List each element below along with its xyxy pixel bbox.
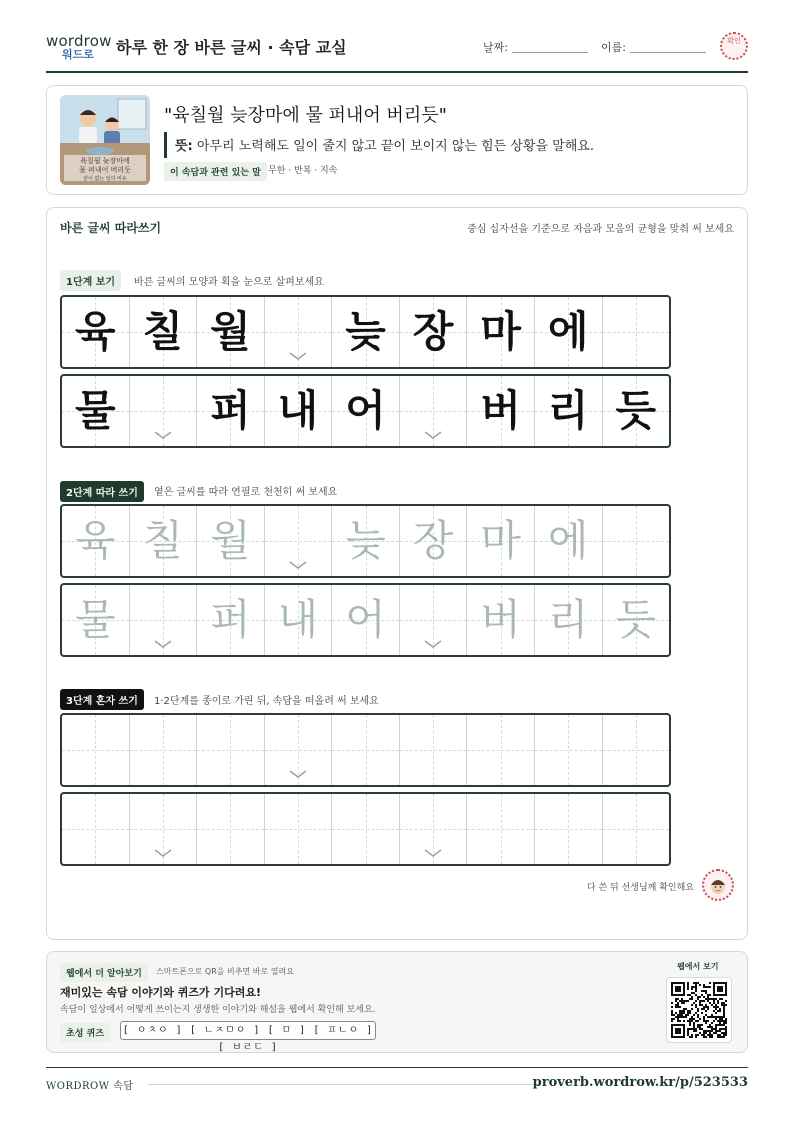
step2-tag: 2단계 따라 쓰기 (60, 481, 144, 502)
grid-char: 듯 (615, 595, 657, 644)
step1-row-2 (60, 374, 671, 448)
grid-cell[interactable] (197, 715, 265, 785)
grid-cell[interactable] (467, 506, 535, 576)
grid-char: 어 (345, 386, 386, 435)
grid-cell (62, 376, 130, 446)
web-tag: 웹에서 더 알아보기 (60, 963, 148, 982)
check-instruction: 다 쓴 뒤 선생님께 확인해요 (586, 883, 694, 893)
logo-korean: 워드로 (62, 48, 94, 61)
grid-char: 월 (210, 307, 251, 356)
grid-cell (197, 376, 265, 446)
proverb-title: "육칠월 늦장마에 물 퍼내어 버리듯" (164, 105, 447, 126)
teacher-check-stamp (702, 869, 734, 901)
grid-cell[interactable] (332, 585, 400, 655)
grid-char: 육 (74, 307, 116, 356)
grid-cell[interactable] (400, 506, 468, 576)
grid-cell[interactable] (467, 715, 535, 785)
grid-cell (332, 297, 400, 367)
grid-char: 칠 (142, 307, 184, 356)
header-divider (46, 71, 748, 73)
grid-cell[interactable] (62, 585, 130, 655)
grid-cell (265, 376, 333, 446)
grid-cell[interactable] (130, 585, 198, 655)
grid-char: 내 (277, 386, 319, 435)
chosung-quiz: [ ㅇㅊㅇ ] [ ㄴㅈㅁㅇ ] [ ㅁ ] [ ㅍㄴㅇ ] [ ㅂㄹㄷ ] (120, 1021, 376, 1040)
grid-cell[interactable] (535, 506, 603, 576)
space-mark-icon (423, 430, 443, 440)
grid-cell (197, 297, 265, 367)
grid-cell (332, 376, 400, 446)
qr-code-icon (671, 982, 727, 1038)
step2-desc: 옅은 글씨를 따라 연필로 천천히 써 보세요 (154, 487, 338, 498)
step1-row-1 (60, 295, 671, 369)
web-headline: 재미있는 속담 이야기와 퀴즈가 기다려요! (60, 986, 261, 999)
qr-code[interactable] (666, 977, 732, 1043)
grid-char: 마 (480, 516, 521, 565)
grid-cell[interactable] (197, 794, 265, 864)
grid-char: 내 (277, 595, 319, 644)
proverb-meaning (175, 135, 594, 154)
date-label: 날짜: (483, 41, 508, 54)
footer-rule (148, 1084, 538, 1085)
grid-char: 마 (480, 307, 521, 356)
grid-char: 버 (480, 595, 521, 644)
name-label: 이름: (601, 41, 626, 54)
grid-cell[interactable] (265, 585, 333, 655)
grid-cell[interactable] (535, 585, 603, 655)
grid-cell (130, 376, 198, 446)
grid-char: 어 (345, 595, 386, 644)
grid-cell[interactable] (332, 715, 400, 785)
space-mark-icon (153, 430, 173, 440)
grid-cell (535, 297, 603, 367)
grid-cell (265, 297, 333, 367)
grid-cell[interactable] (400, 794, 468, 864)
grid-cell[interactable] (400, 585, 468, 655)
footer-divider (46, 1067, 748, 1068)
grid-cell[interactable] (62, 506, 130, 576)
confirm-stamp (720, 32, 748, 60)
grid-cell[interactable] (130, 506, 198, 576)
grid-char: 월 (210, 516, 251, 565)
space-mark-icon (288, 560, 308, 570)
grid-cell[interactable] (197, 585, 265, 655)
step3-row-2[interactable] (60, 792, 671, 866)
grid-cell (603, 376, 670, 446)
grid-char: 버 (480, 386, 521, 435)
grid-cell[interactable] (62, 715, 130, 785)
grid-cell[interactable] (130, 794, 198, 864)
grid-cell (400, 376, 468, 446)
grid-cell[interactable] (535, 794, 603, 864)
related-words: 무한 · 반복 · 지속 (268, 166, 338, 176)
meaning-bar (164, 132, 167, 158)
meaning-label: 뜻: (175, 139, 193, 154)
practice-note: 중심 십자선을 기준으로 자음과 모음의 균형을 맞춰 써 보세요 (467, 224, 734, 235)
grid-char: 늦 (345, 307, 386, 356)
step3-desc: 1·2단계를 종이로 가린 뒤, 속담을 떠올려 써 보세요 (154, 696, 379, 707)
space-mark-icon (153, 639, 173, 649)
web-desc: 속담이 일상에서 어떻게 쓰이는지 생생한 이야기와 해설을 웹에서 확인해 보세요. (60, 1005, 376, 1015)
thumb-caption-2: 물 퍼내어 버리듯 (79, 166, 131, 174)
logo-wordmark: wordrow (46, 32, 112, 50)
quiz-label: 초성 퀴즈 (60, 1023, 110, 1042)
grid-cell[interactable] (265, 715, 333, 785)
grid-cell[interactable] (332, 506, 400, 576)
grid-cell[interactable] (400, 715, 468, 785)
teacher-face-icon (704, 871, 732, 899)
grid-char: 칠 (142, 516, 184, 565)
grid-cell (535, 376, 603, 446)
grid-char: 에 (547, 516, 589, 565)
grid-char: 퍼 (210, 595, 251, 644)
grid-cell[interactable] (197, 506, 265, 576)
grid-cell (130, 297, 198, 367)
step3-row-1[interactable] (60, 713, 671, 787)
grid-char: 물 (74, 595, 116, 644)
proverb-illustration (60, 95, 150, 185)
grid-char: 리 (547, 595, 589, 644)
grid-cell (467, 297, 535, 367)
step2-row-2[interactable] (60, 583, 671, 657)
grid-char: 장 (412, 307, 454, 356)
grid-cell (400, 297, 468, 367)
grid-char: 에 (547, 307, 589, 356)
space-mark-icon (288, 769, 308, 779)
grid-cell (62, 297, 130, 367)
date-field[interactable] (512, 52, 588, 53)
stamp-label: 확인 (727, 37, 741, 45)
name-field[interactable] (630, 52, 706, 53)
space-mark-icon (423, 848, 443, 858)
grid-cell[interactable] (332, 794, 400, 864)
grid-cell[interactable] (62, 794, 130, 864)
grid-char: 육 (74, 516, 116, 565)
wordrow-logo (46, 32, 112, 61)
step3-tag: 3단계 혼자 쓰기 (60, 689, 144, 710)
grid-cell (467, 376, 535, 446)
step1-tag: 1단계 보기 (60, 270, 121, 291)
grid-cell[interactable] (603, 794, 670, 864)
practice-title: 바른 글씨 따라쓰기 (60, 221, 162, 235)
step2-row-1[interactable] (60, 504, 671, 578)
grid-cell[interactable] (603, 506, 670, 576)
footer-brand: WORDROW 속담 (46, 1081, 134, 1092)
grid-char: 퍼 (210, 386, 251, 435)
grid-cell[interactable] (535, 715, 603, 785)
grid-cell[interactable] (265, 506, 333, 576)
thumb-caption-3: 끝이 없는 일의 비유 (83, 176, 127, 182)
grid-char: 늦 (345, 516, 386, 565)
page-title: 하루 한 장 바른 글씨 · 속담 교실 (116, 38, 347, 57)
meaning-text: 아무리 노력해도 일이 줄지 않고 끝이 보이지 않는 힘든 상황을 말해요. (196, 139, 594, 154)
space-mark-icon (423, 639, 443, 649)
grid-cell[interactable] (603, 715, 670, 785)
grid-cell[interactable] (467, 794, 535, 864)
grid-char: 장 (412, 516, 454, 565)
grid-cell[interactable] (467, 585, 535, 655)
qr-label: 웹에서 보기 (677, 962, 719, 971)
step1-desc: 바른 글씨의 모양과 획을 눈으로 살펴보세요 (134, 277, 324, 288)
grid-cell (603, 297, 670, 367)
grid-cell[interactable] (130, 715, 198, 785)
thumb-caption-1: 육칠월 늦장마에 (80, 157, 130, 165)
grid-char: 리 (547, 386, 589, 435)
footer-url[interactable]: proverb.wordrow.kr/p/523533 (532, 1075, 748, 1090)
web-tag-desc: 스마트폰으로 QR을 비추면 바로 열려요 (156, 967, 294, 976)
space-mark-icon (288, 351, 308, 361)
grid-cell[interactable] (265, 794, 333, 864)
related-tag: 이 속담과 관련 있는 말 (164, 162, 267, 181)
grid-char: 듯 (615, 386, 657, 435)
grid-char: 물 (74, 386, 116, 435)
grid-cell[interactable] (603, 585, 670, 655)
space-mark-icon (153, 848, 173, 858)
